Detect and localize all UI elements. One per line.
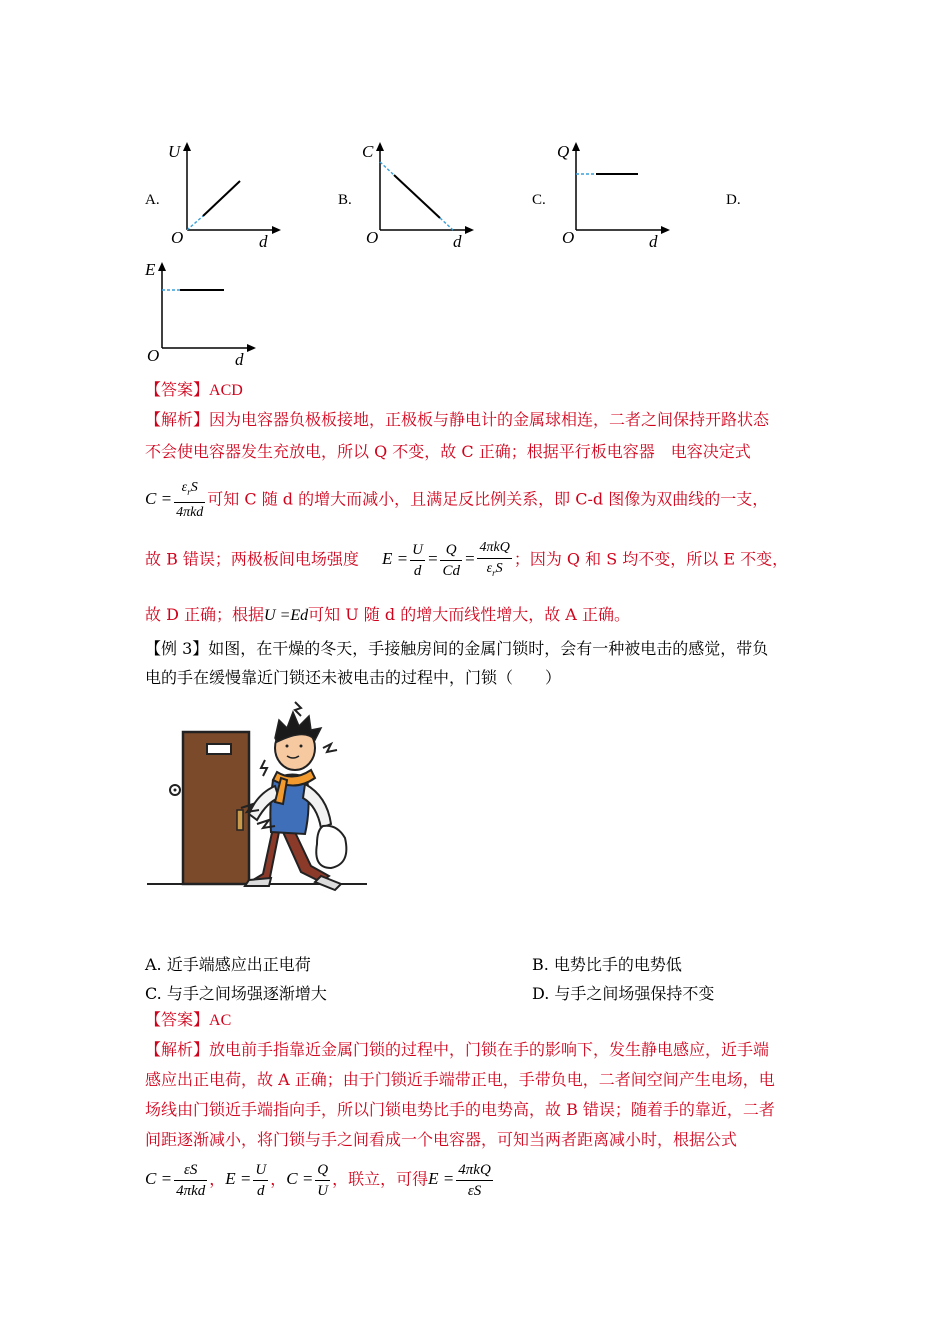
ex3-analysis-tag: 【解析】 [145,1040,210,1059]
graph-b-y-label: C [362,142,374,161]
ex2-analysis-1: 【解析】因为电容器负极板接地，正极板与静电计的金属球相连，二者之间保持开路状态 [145,410,770,429]
ex3-analysis-5: C = $\frac{\varepsilon S}{\text{4πkd}}$ ，E = $\frac{U}{d}$ ，C = $\frac{Q}{U}$ ，联立，可得E = $\frac{\text{4πkQ}}{\varepsilon S}$ [145,1160,825,1201]
ex3-answer-line [145,1005,231,1036]
graph-b-x-label: d [453,232,462,251]
ex3-option-c: C. 与手之间场强逐渐增大 [145,984,327,1003]
formula-e-field: E = $\frac{U}{d}$ = $\frac{Q}{Cd}$ = $\frac{\text{4πkQ}}{\varepsilon_rS}$ [382,540,510,579]
ex3-option-b: B. 电势比手的电势低 [532,955,682,974]
graph-b-origin: O [366,228,379,247]
graph-e-origin: O [147,346,160,365]
ex2-answer-tag: 【答案】 [145,380,210,399]
option-b-letter: B. [338,192,352,208]
graph-e-x-label: d [235,350,244,369]
ex3-answer: AC [209,1012,232,1029]
graph-c-y-label: Q [557,142,570,161]
option-c-letter: C. [532,192,546,208]
ex3-answer-tag: 【答案】 [145,1010,210,1029]
graph-a-origin: O [171,228,184,247]
formula-e: E = $\frac{U}{d}$ [225,1162,267,1199]
door-shock-illustration [145,698,375,893]
ex2-analysis-tag: 【解析】 [145,410,210,429]
graph-c-origin: O [562,228,575,247]
graph-a-x-label: d [259,232,268,251]
ex3-analysis-2: 感应出正电荷，故 A 正确；由于门锁近手端带正电，手带负电，二者间空间产生电场，电 [145,1070,775,1089]
ex2-answer-line [145,375,243,406]
ex3-question-2: 电的手在缓慢靠近门锁还未被电击的过程中，门锁（ ） [145,668,562,687]
option-d-letter: D. [726,192,741,208]
formula-c: C = $\frac{\varepsilon S}{\text{4πkd}}$ [145,1162,206,1199]
graph-a-y-label: U [168,142,181,161]
formula-u-ed: U =Ed [264,607,309,624]
ex2-analysis-2: 不会使电容器发生充放电，所以 Q 不变，故 C 正确；根据平行板电容器 电容决定式 [145,442,751,461]
ex3-option-d: D. 与手之间场强保持不变 [532,984,715,1003]
ex2-answer: ACD [209,382,243,399]
ex3-analysis-1: 【解析】放电前手指靠近金属门锁的过程中，门锁在手的影响下，发生静电感应，近手端 [145,1040,770,1059]
option-a-letter: A. [145,192,160,208]
formula-e-result: E = $\frac{\text{4πkQ}}{\varepsilon S}$ [428,1162,491,1199]
ex2-analysis-3: C = $\frac{\varepsilon_rS}{\text{4πkd}}$ 可知 C 随 d 的增大而减小，且满足反比例关系，即 C-d 图像为双曲线的一支， [145,480,769,520]
formula-c-q: C = $\frac{Q}{U}$ [286,1162,329,1199]
graph-c-x-label: d [649,232,658,251]
formula-c-eps: C = $\frac{\varepsilon_rS}{\text{4πkd}}$ [145,480,204,520]
ex3-option-a: A. 近手端感应出正电荷 [145,955,311,974]
ex3-question-1: 【例 3】如图，在干燥的冬天，手接触房间的金属门锁时，会有一种被电击的感觉，带负 [145,639,769,658]
ex3-tag: 【例 3】 [145,639,209,658]
ex2-analysis-5: 故 D 正确；根据U =Ed可知 U 随 d 的增大而线性增大，故 A 正确。 [145,605,630,624]
graph-e-y-label: E [145,260,156,279]
ex3-analysis-3: 场线由门锁近手端指向手，所以门锁电势比手的电势高，故 B 错误；随着手的靠近，二者 [145,1100,775,1119]
ex3-analysis-4: 间距逐渐减小，将门锁与手之间看成一个电容器，可知当两者距离减小时，根据公式 [145,1130,738,1149]
ex2-analysis-4: 故 B 错误；两极板间电场强度 E = $\frac{U}{d}$ = $\frac{Q}{Cd}$ = $\frac{\text{4πkQ}}{\varepsilon_rS}$ ；因为 Q 和 S 均不变，所以 E 不变， [145,540,789,579]
